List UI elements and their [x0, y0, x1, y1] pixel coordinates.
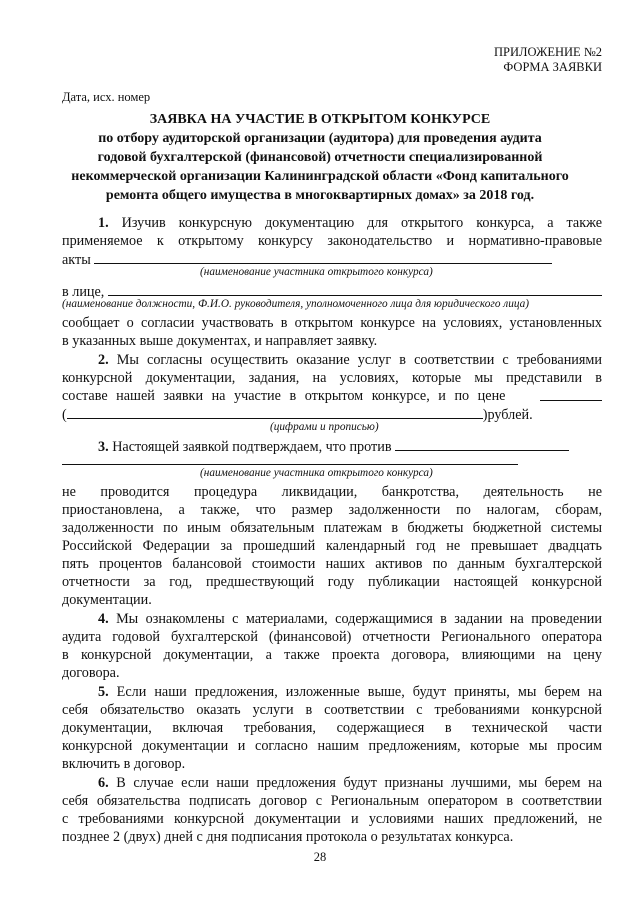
p2-line: конкурсной документации, задания, на условиях, которые мы представили в: [62, 370, 602, 386]
p5-number: 5.: [98, 684, 109, 700]
hint-representative: (наименование должности, Ф.И.О. руководителя, уполномоченного лица для юридического лица): [62, 298, 530, 310]
p3-line: не проводится процедура ликвидации, банкротства, деятельность не: [62, 484, 602, 500]
title-line: по отбору аудиторской организации (аудитора) для проведения аудита: [98, 131, 542, 146]
p2-text: Мы согласны осуществить оказание услуг в соответствии с требованиями: [116, 352, 602, 368]
hint-participant-name: (наименование участника открытого конкурса): [200, 266, 433, 278]
p4-number: 4.: [98, 611, 109, 627]
p5-line: себя обязательство оказать услуги в соответствии с требованиями конкурсной: [62, 702, 602, 718]
p6-line: с требованиями конкурсной документации и условиями наших предложений, не: [62, 811, 602, 827]
participant-name-line[interactable]: [62, 464, 518, 465]
p4-line: [62, 610, 602, 629]
price-words-field[interactable]: [67, 405, 483, 419]
p5-line: включить в договор.: [62, 756, 186, 772]
p3-number: 3.: [98, 439, 109, 455]
participant-name-field-2[interactable]: [395, 437, 569, 451]
p1-text: Изучив конкурсную документацию для открытого конкурса, а также: [121, 215, 602, 231]
hint-participant-name-2: (наименование участника открытого конкурса): [200, 467, 433, 479]
p2-line: [62, 387, 602, 406]
p1-text: в лице,: [62, 284, 105, 300]
p6-text: В случае если наши предложения будут признаны лучшими, мы берем на: [116, 775, 602, 791]
p5-line: документации, включая требования, содержащиеся в технической части: [62, 720, 602, 736]
p2-text: (: [62, 407, 67, 423]
p1-line: сообщает о согласии участвовать в открытом конкурсе на условиях, установленных: [62, 315, 602, 331]
price-figures-field[interactable]: [540, 387, 602, 401]
p3-line: отчетности за год, предшествующий году публикации настоящей конкурсной: [62, 574, 602, 590]
p3-line: документации.: [62, 592, 152, 608]
p2-text: составе нашей заявки на участие в открытом конкурсе, и по цене: [62, 388, 506, 404]
form-label: ФОРМА ЗАЯВКИ: [503, 60, 602, 74]
p5-line: [62, 683, 602, 702]
title-line: ремонта общего имущества в многоквартирных домах» за 2018 год.: [105, 188, 535, 203]
page-number: 28: [313, 850, 327, 864]
appendix-number: ПРИЛОЖЕНИЕ №2: [493, 45, 602, 59]
title-line: некоммерческой организации Калининградской области «Фонд капитального: [71, 169, 569, 184]
p6-line: себя обязательства подписать договор с Региональным оператором в соответствии: [62, 793, 602, 809]
title-line: годовой бухгалтерской (финансовой) отчетности специализированной: [97, 150, 543, 165]
document-title: [40, 110, 600, 205]
p6-line: [62, 774, 602, 793]
p1-text: акты: [62, 252, 91, 268]
p4-line: в конкурсной документации, а также проекта договора, влияющими на цену: [62, 647, 602, 663]
p4-text: Мы ознакомлены с материалами, содержащимися в задании на проведении: [116, 611, 602, 627]
p3-line: Российской Федерации за прошедший календарный год не превышает двадцать: [62, 538, 602, 554]
representative-field[interactable]: [108, 282, 602, 296]
p3-line: [62, 437, 602, 457]
p3-text: Настоящей заявкой подтверждаем, что против: [112, 439, 392, 455]
p6-number: 6.: [98, 775, 109, 791]
p3-line: приостановлена, а также, что размер задолженности по налогам, сборам,: [62, 502, 602, 518]
p2-text: )рублей.: [482, 407, 533, 423]
appendix-header: [494, 45, 602, 75]
p1-line: [62, 214, 602, 233]
hint-price: (цифрами и прописью): [270, 421, 379, 433]
p3-line: пять процентов балансовой стоимости наших активов по данным бухгалтерской: [62, 556, 602, 572]
p1-line: применяемое к открытому конкурсу законодательство и нормативно-правовые: [62, 233, 602, 249]
participant-name-field[interactable]: [94, 250, 552, 264]
p6-line: позднее 2 (двух) дней с дня подписания протокола о результатах конкурса.: [62, 829, 514, 845]
p4-line: аудита годовой бухгалтерской (финансовой) отчетности Регионального оператора: [62, 629, 602, 645]
date-label: Дата, исх. номер: [62, 90, 151, 104]
p5-text: Если наши предложения, изложенные выше, будут приняты, мы берем на: [116, 684, 603, 700]
title-line: ЗАЯВКА НА УЧАСТИЕ В ОТКРЫТОМ КОНКУРСЕ: [149, 112, 491, 127]
p4-line: договора.: [62, 665, 120, 681]
p2-number: 2.: [98, 352, 109, 368]
p1-number: 1.: [98, 215, 109, 231]
p2-line: [62, 351, 602, 370]
p5-line: конкурсной документации и согласно нашим предложениям, которые мы просим: [62, 738, 602, 754]
p3-line: задолженности по иным обязательным платежам в бюджеты бюджетной системы: [62, 520, 602, 536]
p1-line: в указанных выше документах, и направляет заявку.: [62, 333, 378, 349]
